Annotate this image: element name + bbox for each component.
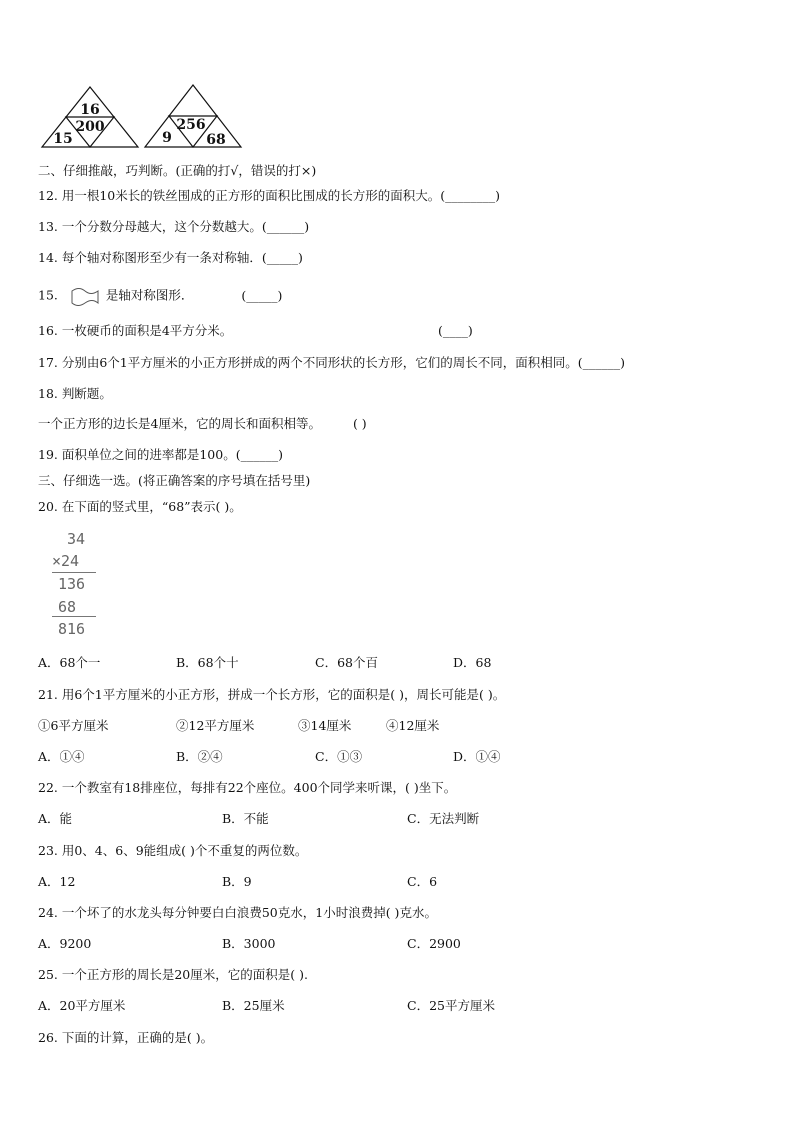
section-3-title: 三、仔细选一选。(将正确答案的序号填在括号里) (38, 473, 311, 488)
wavy-flag-icon (70, 286, 100, 306)
q21-choice-1: ①6平方厘米 (38, 718, 109, 733)
triangle-1-center: 200 (75, 119, 105, 135)
q21-choice-3: ③14厘米 (298, 718, 352, 733)
question-18-blank: ( ) (352, 416, 367, 431)
q25-option-a[interactable]: A．20平方厘米 (38, 998, 126, 1013)
question-15-number: 15. (38, 287, 58, 303)
q22-option-c[interactable]: C．无法判断 (407, 811, 480, 826)
question-18-text: 一个正方形的边长是4厘米，它的周长和面积相等。 (38, 416, 321, 431)
question-21: 21. 用6个1平方厘米的小正方形，拼成一个长方形，它的面积是( )，周长可能是( )。 (38, 687, 506, 702)
question-18-statement (38, 416, 367, 432)
calc-line-3: 136 (58, 575, 86, 593)
q23-option-a[interactable]: A．12 (38, 874, 76, 889)
triangle-1-top: 16 (80, 102, 100, 118)
q23-option-c[interactable]: C．6 (407, 874, 438, 889)
triangle-2-left: 9 (162, 130, 172, 146)
question-16-text: 16. 一枚硬币的面积是4平方分米。 (38, 323, 233, 338)
q22-option-a[interactable]: A．能 (38, 811, 73, 826)
calc-line-4: 68 (58, 598, 77, 616)
question-13: 13. 一个分数分母越大，这个分数越大。(______) (38, 219, 310, 234)
question-25: 25. 一个正方形的周长是20厘米，它的面积是( ). (38, 967, 308, 982)
calc-rule-2 (52, 616, 96, 617)
question-22: 22. 一个教室有18排座位，每排有22个座位。400个同学来听课，( )坐下。 (38, 780, 457, 795)
question-15-blank: (_____) (241, 287, 283, 303)
question-15 (38, 286, 282, 306)
question-23: 23. 用0、4、6、9能组成( )个不重复的两位数。 (38, 843, 308, 858)
q20-option-d[interactable]: D．68 (453, 655, 492, 670)
q21-option-d[interactable]: D．①④ (453, 749, 501, 764)
q22-option-b[interactable]: B．不能 (222, 811, 269, 826)
q21-choice-2: ②12平方厘米 (176, 718, 255, 733)
question-20: 20. 在下面的竖式里，“68”表示( )。 (38, 499, 242, 514)
calc-line-1: 34 (67, 530, 86, 548)
q20-option-a[interactable]: A．68个一 (38, 655, 101, 670)
q24-option-b[interactable]: B．3000 (222, 936, 276, 951)
q25-option-b[interactable]: B．25厘米 (222, 998, 285, 1013)
calc-line-2: ×24 (52, 552, 80, 570)
question-26: 26. 下面的计算，正确的是( )。 (38, 1030, 214, 1045)
question-16-blank: (____) (438, 323, 473, 338)
q24-option-c[interactable]: C．2900 (407, 936, 461, 951)
question-17: 17. 分别由6个1平方厘米的小正方形拼成的两个不同形状的长方形，它们的周长不同，面积相同。(______) (38, 355, 626, 370)
triangle-1-left: 15 (53, 131, 73, 147)
calc-line-5: 816 (58, 620, 86, 638)
question-16 (38, 323, 232, 339)
q20-option-b[interactable]: B．68个十 (176, 655, 239, 670)
q21-option-b[interactable]: B．②④ (176, 749, 223, 764)
question-18-title: 18. 判断题。 (38, 386, 112, 401)
q20-option-c[interactable]: C．68个百 (315, 655, 378, 670)
q21-option-c[interactable]: C．①③ (315, 749, 363, 764)
calc-rule-1 (52, 572, 96, 573)
question-12: 12. 用一根10米长的铁丝围成的正方形的面积比围成的长方形的面积大。(________) (38, 188, 501, 203)
question-19: 19. 面积单位之间的进率都是100。(______) (38, 447, 283, 462)
number-triangle-1 (40, 86, 140, 148)
number-triangle-2 (143, 84, 243, 148)
question-24: 24. 一个坏了的水龙头每分钟要白白浪费50克水，1小时浪费掉( )克水。 (38, 905, 437, 920)
triangle-2-top: 256 (176, 117, 206, 133)
question-15-text: 是轴对称图形． (105, 287, 194, 303)
q25-option-c[interactable]: C．25平方厘米 (407, 998, 495, 1013)
q23-option-b[interactable]: B．9 (222, 874, 252, 889)
question-14: 14. 每个轴对称图形至少有一条对称轴．(_____) (38, 250, 303, 265)
q21-choice-4: ④12厘米 (386, 718, 440, 733)
q24-option-a[interactable]: A．9200 (38, 936, 92, 951)
section-2-title: 二、仔细推敲，巧判断。(正确的打√，错误的打×) (38, 163, 317, 178)
triangle-2-right: 68 (206, 132, 226, 148)
q21-option-a[interactable]: A．①④ (38, 749, 85, 764)
